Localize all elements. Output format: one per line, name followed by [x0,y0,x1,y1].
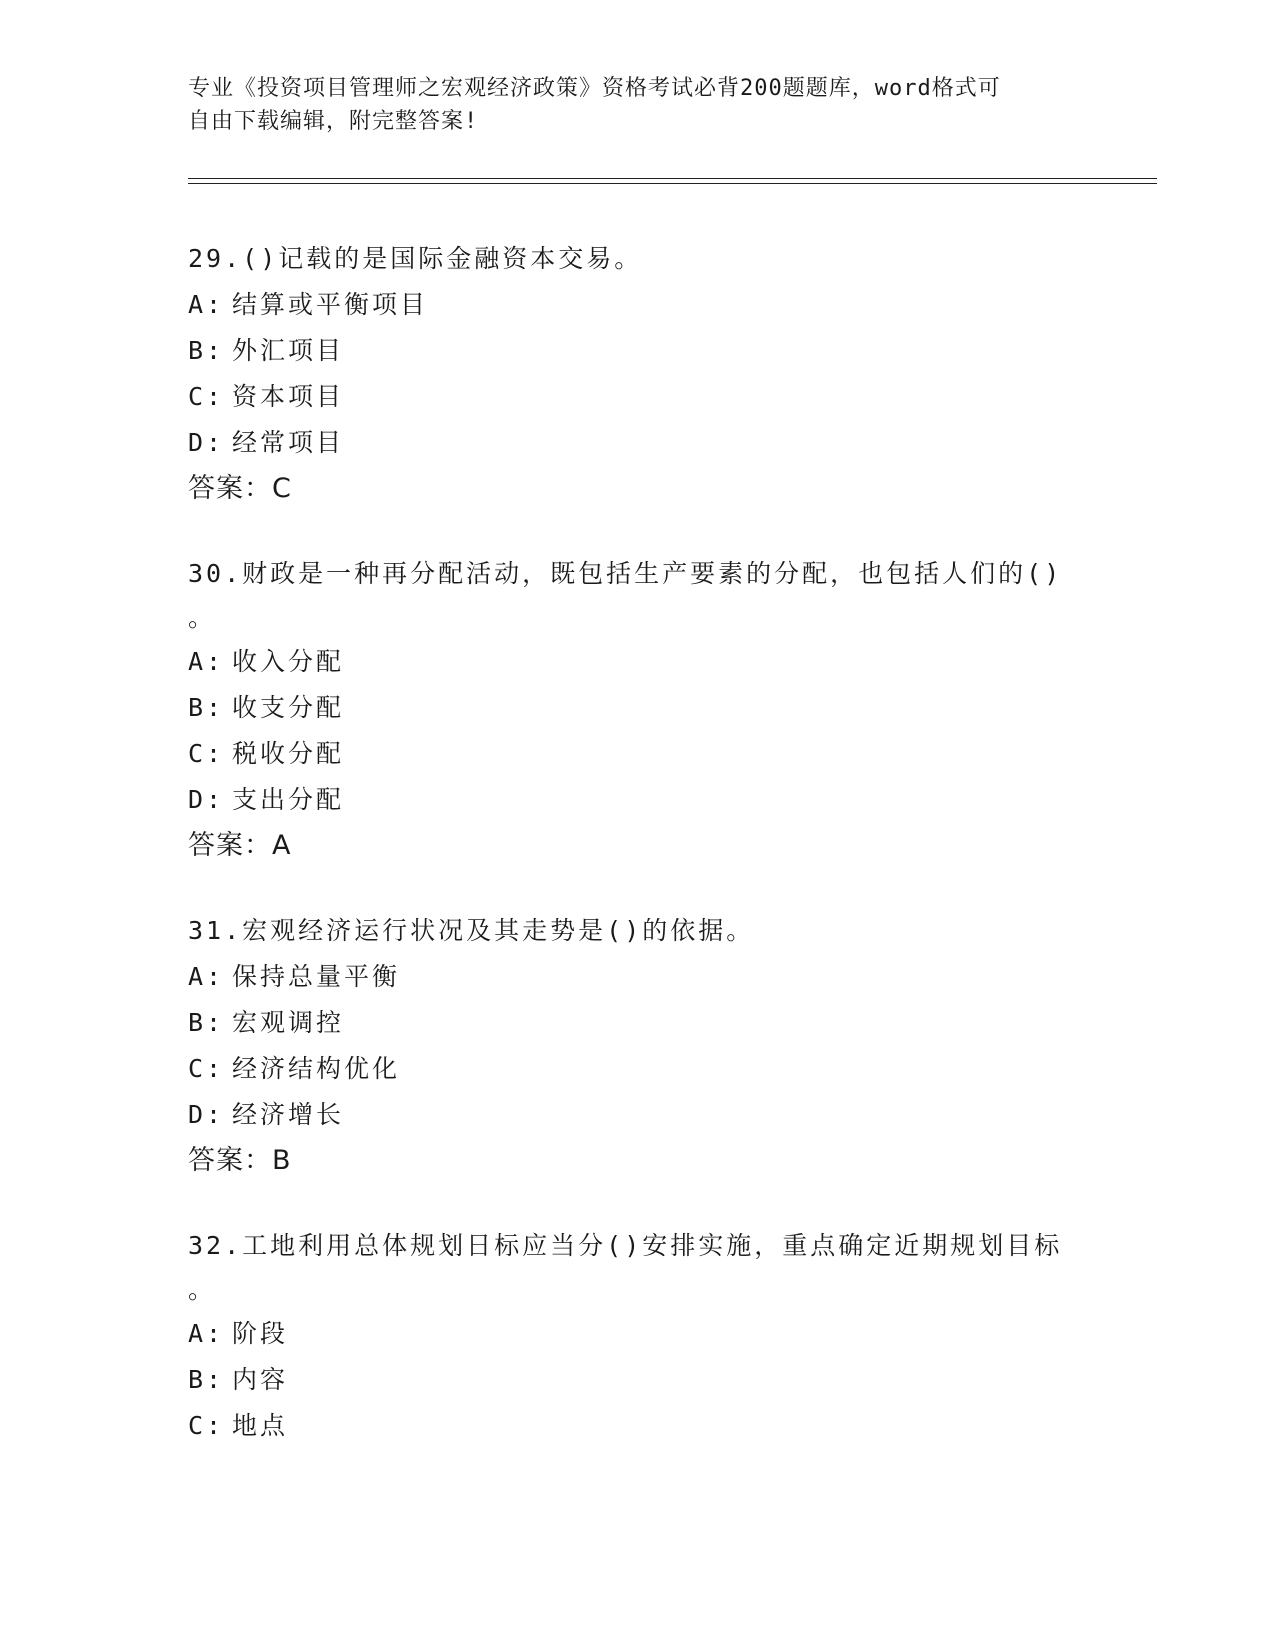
option-key: C: [188,739,225,768]
option-key: A: [188,290,225,319]
header-line-1: 专业《投资项目管理师之宏观经济政策》资格考试必背200题题库，word格式可 [188,76,1001,101]
option-text: 资本项目 [232,382,345,411]
option-key: C: [188,1411,225,1440]
question-stem: 32.工地利用总体规划日标应当分()安排实施，重点确定近期规划目标 [188,1231,1063,1260]
option-key: A: [188,1319,225,1348]
question-stem: 30.财政是一种再分配活动，既包括生产要素的分配，也包括人们的() [188,559,1063,588]
option-text: 支出分配 [232,785,345,814]
option-a [188,282,1088,328]
option-key: B: [188,1365,225,1394]
option-c [188,1403,1088,1449]
option-b [188,328,1088,374]
option-text: 收入分配 [232,647,345,676]
question-31 [188,908,1088,1184]
question-32 [188,1223,1088,1449]
option-text: 内容 [232,1365,289,1394]
option-text: 收支分配 [232,693,345,722]
option-b [188,1357,1088,1403]
option-d [188,420,1088,466]
option-a [188,1311,1088,1357]
option-key: B: [188,1008,225,1037]
option-c [188,374,1088,420]
option-text: 地点 [232,1411,289,1440]
question-30 [188,551,1088,869]
option-d [188,777,1088,823]
option-b [188,685,1088,731]
header-double-rule [188,178,1157,184]
option-text: 外汇项目 [232,336,345,365]
option-d [188,1092,1088,1138]
option-b [188,1000,1088,1046]
option-key: C: [188,1054,225,1083]
question-29 [188,236,1088,512]
option-key: A: [188,647,225,676]
option-text: 宏观调控 [232,1008,345,1037]
option-c [188,1046,1088,1092]
option-key: D: [188,785,225,814]
option-c [188,731,1088,777]
option-text: 税收分配 [232,739,345,768]
header-line-2: 自由下载编辑，附完整答案! [188,109,479,134]
option-a [188,639,1088,685]
question-stem-continuation: 。 [188,603,217,632]
option-key: C: [188,382,225,411]
question-list [188,236,1088,1488]
option-key: B: [188,336,225,365]
answer-line: 答案：C [188,473,292,504]
option-text: 阶段 [232,1319,289,1348]
option-key: D: [188,428,225,457]
option-text: 经济结构优化 [232,1054,401,1083]
option-key: B: [188,693,225,722]
option-text: 结算或平衡项目 [232,290,429,319]
option-key: D: [188,1100,225,1129]
option-text: 经常项目 [232,428,345,457]
option-text: 保持总量平衡 [232,962,401,991]
question-stem: 29.()记载的是国际金融资本交易。 [188,244,643,273]
option-text: 经济增长 [232,1100,345,1129]
question-stem: 31.宏观经济运行状况及其走势是()的依据。 [188,916,755,945]
answer-line: 答案：A [188,830,292,861]
option-a [188,954,1088,1000]
answer-line: 答案：B [188,1145,292,1176]
question-stem-continuation: 。 [188,1275,217,1304]
option-key: A: [188,962,225,991]
document-header [188,72,1068,138]
